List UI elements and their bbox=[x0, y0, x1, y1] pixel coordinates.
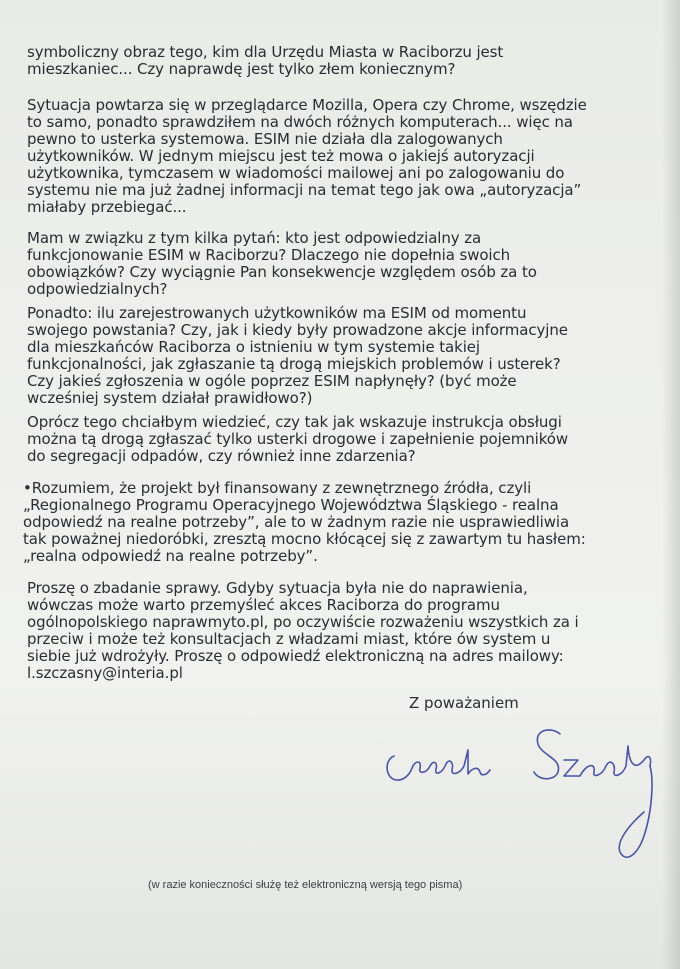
text-line: Proszę o zbadanie sprawy. Gdyby sytuacja była nie do naprawienia, bbox=[27, 579, 528, 597]
text-line: wcześniej system działał prawidłowo?) bbox=[27, 389, 313, 407]
text-line: można tą drogą zgłaszać tylko usterki drogowe i zapełnienie pojemników bbox=[27, 430, 569, 448]
text-line: siebie już wdrożyły. Proszę o odpowiedź elektroniczną na adres mailowy: bbox=[27, 647, 564, 665]
email-address: l.szczasny@interia.pl bbox=[27, 664, 183, 682]
text-line: to samo, ponadto sprawdziłem na dwóch różnych komputerach... więc na bbox=[27, 113, 573, 131]
text-line: tak poważnej niedoróbki, zresztą mocno kłócącej się z zawartym tu hasłem: bbox=[23, 530, 586, 548]
handwritten-signature bbox=[382, 716, 672, 876]
text-line: •Rozumiem, że projekt był finansowany z zewnętrznego źródła, czyli bbox=[23, 479, 532, 497]
text-line: miałaby przebiegać... bbox=[27, 198, 187, 216]
text-line: swojego powstania? Czy, jak i kiedy były prowadzone akcje informacyjne bbox=[27, 321, 568, 339]
text-line: użytkownika, tymczasem w wiadomości mailowej ani po zalogowaniu do bbox=[27, 164, 565, 182]
text-line: mieszkaniec... Czy naprawdę jest tylko złem koniecznym? bbox=[27, 60, 456, 78]
text-line: funkcjonowanie ESIM w Raciborzu? Dlaczego nie dopełnia swoich bbox=[27, 246, 511, 264]
text-line: Ponadto: ilu zarejestrowanych użytkowników ma ESIM od momentu bbox=[27, 304, 527, 322]
paragraph-4 bbox=[27, 305, 659, 407]
text-line: wówczas może warto przemyśleć akces Raciborza do programu bbox=[27, 596, 500, 614]
text-line: odpowiedź na realne potrzeby”, ale to w żadnym razie nie usprawiedliwia bbox=[23, 513, 570, 531]
text-line: dla mieszkańców Raciborza o istnieniu w tym systemie takiej bbox=[27, 338, 480, 356]
paragraph-1 bbox=[27, 44, 659, 78]
text-line: symboliczny obraz tego, kim dla Urzędu Miasta w Raciborzu jest bbox=[27, 43, 504, 61]
text-line: systemu nie ma już żadnej informacji na temat tego jak owa „autoryzacja” bbox=[27, 181, 582, 199]
closing-salutation: Z poważaniem bbox=[409, 694, 519, 712]
text-line: Oprócz tego chciałbym wiedzieć, czy tak jak wskazuje instrukcja obsługi bbox=[27, 413, 562, 431]
text-line: „realna odpowiedź na realne potrzeby”. bbox=[23, 547, 318, 565]
text-line: odpowiedzialnych? bbox=[27, 280, 168, 298]
text-line: użytkowników. W jednym miejscu jest też mowa o jakiejś autoryzacji bbox=[27, 147, 535, 165]
text-line: pewno to usterka systemowa. ESIM nie działa dla zalogowanych bbox=[27, 130, 503, 148]
text-line: „Regionalnego Programu Operacyjnego Województwa Śląskiego - realna bbox=[23, 496, 559, 514]
footnote: (w razie konieczności służę też elektroniczną wersją tego pisma) bbox=[148, 879, 463, 891]
text-line: funkcjonalności, jak zgłaszanie tą drogą miejskich problemów i usterek? bbox=[27, 355, 561, 373]
text-line: Czy jakieś zgłoszenia w ogóle poprzez ESIM napłynęły? (być może bbox=[27, 372, 517, 390]
paragraph-5 bbox=[27, 414, 659, 465]
text-line: Mam w związku z tym kilka pytań: kto jest odpowiedzialny za bbox=[27, 229, 482, 247]
text-line: Sytuacja powtarza się w przeglądarce Mozilla, Opera czy Chrome, wszędzie bbox=[27, 96, 587, 114]
paragraph-3 bbox=[27, 230, 659, 298]
paragraph-7 bbox=[27, 580, 659, 682]
paragraph-2 bbox=[27, 97, 659, 216]
text-line: obowiązków? Czy wyciągnie Pan konsekwencje względem osób za to bbox=[27, 263, 537, 281]
text-line: przeciw i może też konsultacjach z władzami miast, które ów system u bbox=[27, 630, 551, 648]
text-line: do segregacji odpadów, czy również inne zdarzenia? bbox=[27, 447, 416, 465]
letter-body bbox=[23, 43, 659, 682]
paragraph-6 bbox=[23, 480, 659, 565]
text-line: ogólnopolskiego naprawmyto.pl, po oczywiście rozważeniu wszystkich za i bbox=[27, 613, 579, 631]
